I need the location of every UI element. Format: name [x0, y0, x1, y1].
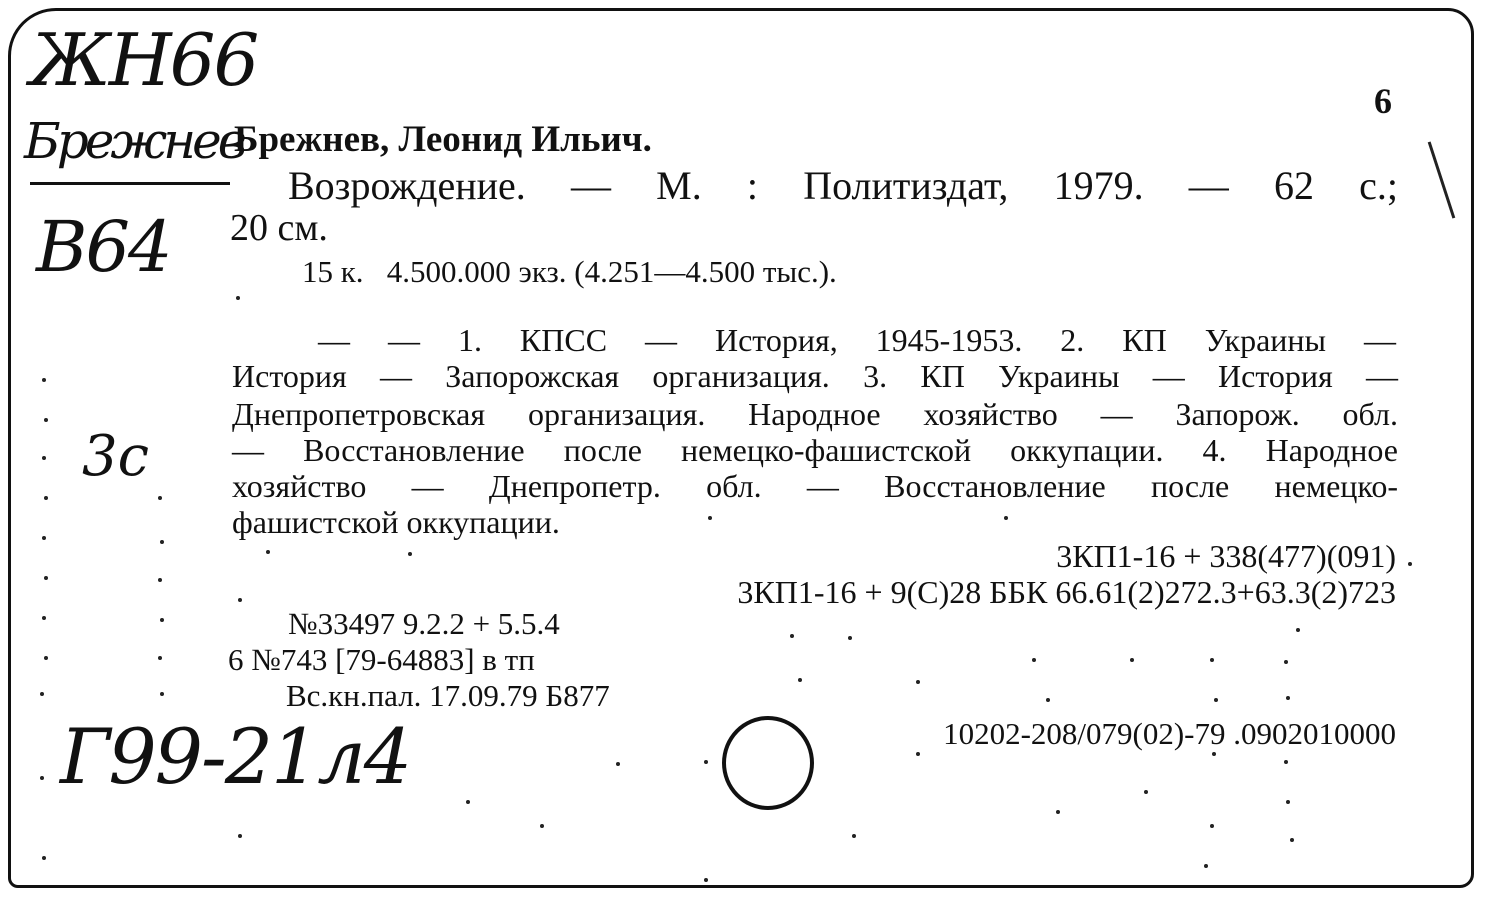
speck: [40, 776, 44, 780]
chamber-line: Вс.кн.пал. 17.09.79 Б877: [286, 678, 610, 713]
author-heading: Брежнев, Леонид Ильич.: [234, 119, 652, 160]
speck: [708, 516, 712, 520]
circle-stamp: [722, 716, 814, 810]
title-place: М.: [656, 163, 702, 208]
annotation-line-6: фашистской оккупации.: [232, 504, 560, 540]
speck: [42, 616, 46, 620]
annotation-line-2: История — Запорожская организация. 3. КП Украины — История —: [232, 358, 1398, 394]
title-line: [288, 162, 1398, 209]
speck: [1284, 660, 1288, 664]
number-line: 6 №743 [79-64883] в тп: [228, 642, 535, 677]
title-dash: —: [570, 163, 611, 208]
speck: [848, 636, 852, 640]
speck: [798, 678, 802, 682]
speck: [1144, 790, 1148, 794]
speck: [266, 550, 270, 554]
speck: [1214, 698, 1218, 702]
speck: [236, 296, 240, 300]
speck: [238, 834, 242, 838]
title-dash-2: —: [1188, 163, 1229, 208]
title-word: Возрождение.: [288, 163, 526, 208]
speck: [1046, 698, 1050, 702]
title-publisher: Политиздат,: [803, 163, 1009, 208]
handwritten-author-cue: Брежнев: [24, 112, 243, 170]
annotation-line-5: хозяйство — Днепропетр. обл. — Восстановление после немецко-: [232, 468, 1398, 504]
speck: [1296, 628, 1300, 632]
speck: [42, 856, 46, 860]
speck: [852, 834, 856, 838]
speck: [42, 456, 46, 460]
speck: [158, 496, 162, 500]
speck: [42, 378, 46, 382]
handwritten-marginal-code: 3с: [82, 424, 149, 489]
title-colon: :: [746, 163, 759, 208]
speck: [44, 656, 48, 660]
speck: [44, 576, 48, 580]
speck: [540, 824, 544, 828]
speck: [44, 496, 48, 500]
speck: [42, 536, 46, 540]
speck: [160, 692, 164, 696]
classification-line-1: 3КП1-16 + 338(477)(091): [1056, 538, 1396, 574]
title-line-continued: 20 см.: [230, 207, 328, 249]
handwritten-inventory: Г99-21л4: [60, 712, 411, 801]
speck: [1212, 752, 1216, 756]
speck: [160, 618, 164, 622]
speck: [1210, 658, 1214, 662]
title-pages: 62: [1273, 163, 1314, 208]
card-number: 6: [1374, 81, 1392, 121]
speck: [1032, 658, 1036, 662]
speck: [616, 762, 620, 766]
classification-line-2: 3КП1-16 + 9(С)28 ББК 66.61(2)272.3+63.3(2)723: [737, 574, 1396, 610]
annotation-line-3: Днепропетровская организация. Народное хозяйство — Запорож. обл.: [232, 396, 1398, 432]
speck: [916, 752, 920, 756]
speck: [704, 760, 708, 764]
order-line: №33497 9.2.2 + 5.5.4: [288, 606, 560, 641]
speck: [40, 692, 44, 696]
handwritten-cutter: В64: [36, 206, 171, 288]
title-pages-unit: с.;: [1359, 163, 1398, 208]
author-cue-underline: [30, 182, 230, 185]
price-line: 15 к. 4.500.000 экз. (4.251—4.500 тыс.).: [302, 254, 837, 289]
title-year: 1979.: [1053, 163, 1144, 208]
speck: [44, 418, 48, 422]
handwritten-shelfmark: ЖН66: [30, 18, 258, 102]
annotation-line-4: — Восстановление после немецко-фашистской оккупации. 4. Народное: [232, 432, 1398, 468]
speck: [1286, 696, 1290, 700]
speck: [916, 680, 920, 684]
speck: [160, 540, 164, 544]
annotation-line-1: — — 1. КПСС — История, 1945-1953. 2. КП Украины —: [318, 322, 1396, 358]
speck: [704, 878, 708, 882]
speck: [1290, 838, 1294, 842]
speck: [1284, 760, 1288, 764]
speck: [1130, 658, 1134, 662]
speck: [790, 634, 794, 638]
speck: [158, 656, 162, 660]
speck: [158, 578, 162, 582]
speck: [1204, 864, 1208, 868]
speck: [466, 800, 470, 804]
speck: [1056, 810, 1060, 814]
code-line: 10202-208/079(02)-79 .0902010000: [943, 716, 1396, 751]
speck: [408, 552, 412, 556]
speck: [238, 598, 242, 602]
speck: [1286, 800, 1290, 804]
speck: [1408, 562, 1412, 566]
speck: [1210, 824, 1214, 828]
speck: [1004, 516, 1008, 520]
